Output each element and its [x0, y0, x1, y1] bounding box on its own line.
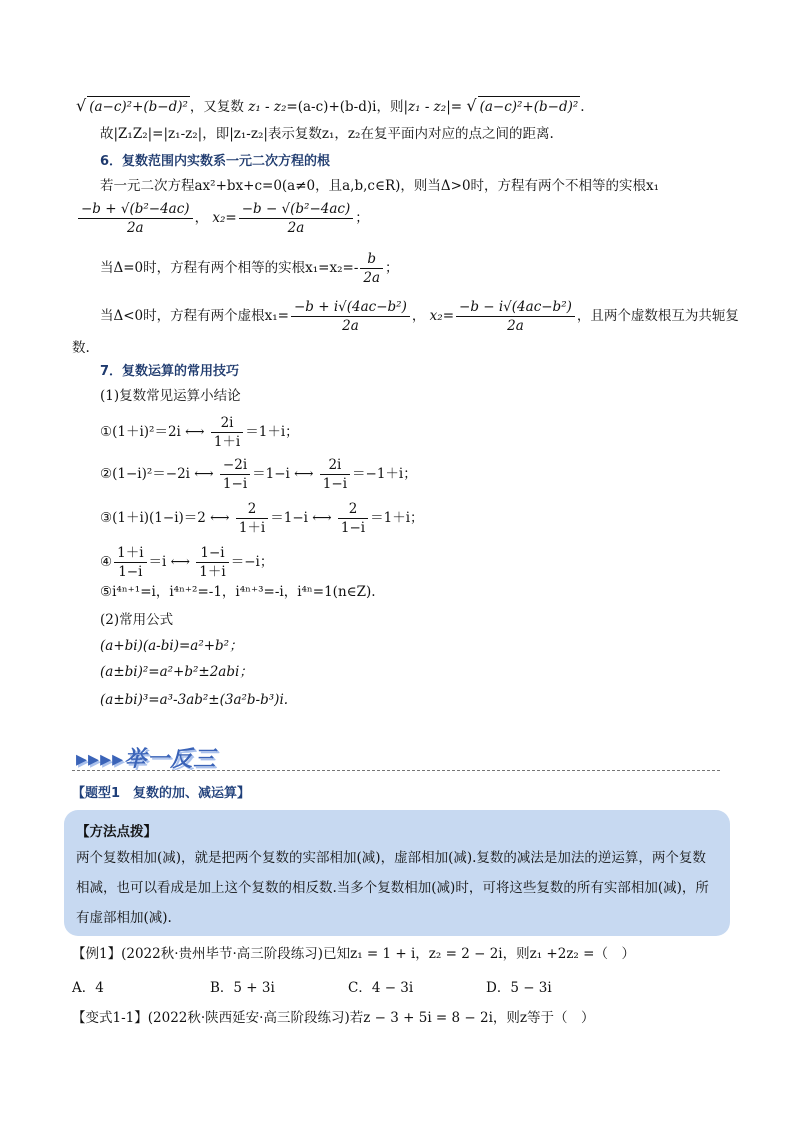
example-1 [72, 944, 635, 964]
option-d: D．5 − 3i [486, 980, 552, 996]
banner-divider [72, 770, 720, 771]
common-formula-1: (a+bi)(a-bi)=a²+b²； [100, 638, 243, 654]
section-7-title: 7．复数运算的常用技巧 [100, 364, 240, 379]
section-6-title: 6．复数范围内实数系一元二次方程的根 [100, 154, 331, 169]
subsection-2-title: (2)常用公式 [100, 612, 174, 628]
equal-roots-line: 当Δ=0时，方程有两个相等的实根x₁=x₂=- $\frac{b}{2a}$ ； [100, 251, 399, 286]
common-formula-2: (a±bi)²=a²+b²±2abi； [100, 664, 253, 680]
subsection-1-title: (1)复数常见运算小结论 [100, 388, 241, 404]
variant-1-1-stem: 若z − 3 + 5i = 8 − 2i，则z等于（ ） [349, 1010, 595, 1026]
example-1-stem: 已知z₁ = 1 + i，z₂ = 2 − 2i，则z₁ +2z₂ =（ ） [323, 946, 635, 962]
variant-1-1-source: (2022秋·陕西延安·高三阶段练习) [147, 1010, 350, 1026]
distance-formula-line: √ (a−c)²+(b−d)² ，又复数 z₁ - z₂=(a-c)+(b-d)i，则|z₁ - z₂|= √ (a−c)²+(b−d)² . [76, 96, 585, 115]
formula-1: ①(1＋i)²＝2i ⟷ $\frac{2i}{1+i}$ ＝1＋i； [100, 415, 299, 450]
method-title: 【方法点拨】 [76, 824, 157, 840]
complex-roots-tail: 数. [72, 340, 90, 356]
option-a: A．4 [72, 980, 104, 996]
variant-1-1-label: 【变式1-1】 [72, 1010, 148, 1026]
topic-1-title: 【题型1 复数的加、减运算】 [72, 786, 251, 801]
complex-roots-line: 当Δ<0时，方程有两个虚根x₁= $\frac{\text{−b + i√(4ac−b²)}}{2a}$ ， x₂= $\frac{\text{−b − i√(4ac−b²)}}{2a}$ ，且两个虚数根互为共轭复 [100, 299, 739, 334]
formula-4: ④ $\frac{1+i}{1-i}$ ＝i ⟷ $\frac{1-i}{1+i}$ ＝−i； [100, 545, 274, 580]
practice-banner [72, 740, 720, 772]
example-1-source: (2022秋·贵州毕节·高三阶段练习) [121, 946, 324, 962]
option-b: B．5 + 3i [210, 980, 275, 996]
common-formula-3: (a±bi)³=a³-3ab²±(3a²b-b³)i. [100, 692, 289, 708]
quadratic-intro-line: 若一元二次方程ax²+bx+c=0(a≠0，且a,b,c∈R)，则当Δ>0时，方程有两个不相等的实根x₁ [100, 178, 660, 194]
method-line-3: 有虚部相加(减). [76, 910, 172, 926]
example-1-label: 【例1】 [72, 946, 122, 962]
formula-3: ③(1＋i)(1−i)＝2 ⟷ $\frac{2}{1+i}$ ＝1−i ⟷ $\frac{2}{1-i}$ ＝1＋i； [100, 501, 424, 536]
variant-1-1 [72, 1008, 595, 1028]
option-c: C．4 − 3i [348, 980, 414, 996]
method-box [64, 810, 730, 936]
method-line-1: 两个复数相加(减)，就是把两个复数的实部相加(减)，虚部相加(减).复数的减法是加法的逆运算，两个复数 [76, 850, 706, 866]
formula-2: ②(1−i)²＝−2i ⟷ $\frac{-2i}{1-i}$ ＝1−i ⟷ $\frac{2i}{1-i}$ ＝−1＋i； [100, 457, 417, 492]
banner-title: ▸▸▸▸举一反三 [76, 747, 217, 772]
real-roots-formula: $\frac{\text{−b + √(b²−4ac)}}{2a}$ ， x₂= $\frac{\text{−b − √(b²−4ac)}}{2a}$ ； [76, 200, 369, 237]
distance-meaning-line: 故|Z₁Z₂|=|z₁-z₂|，即|z₁-z₂|表示复数z₁，z₂在复平面内对应的点之间的距离. [100, 126, 554, 142]
method-line-2: 相减，也可以看成是加上这个复数的相反数.当多个复数相加(减)时，可将这些复数的所有实部相加(减)，所 [76, 880, 709, 896]
formula-5: ⑤i⁴ⁿ⁺¹=i，i⁴ⁿ⁺²=-1，i⁴ⁿ⁺³=-i，i⁴ⁿ=1(n∈Z). [100, 584, 376, 600]
